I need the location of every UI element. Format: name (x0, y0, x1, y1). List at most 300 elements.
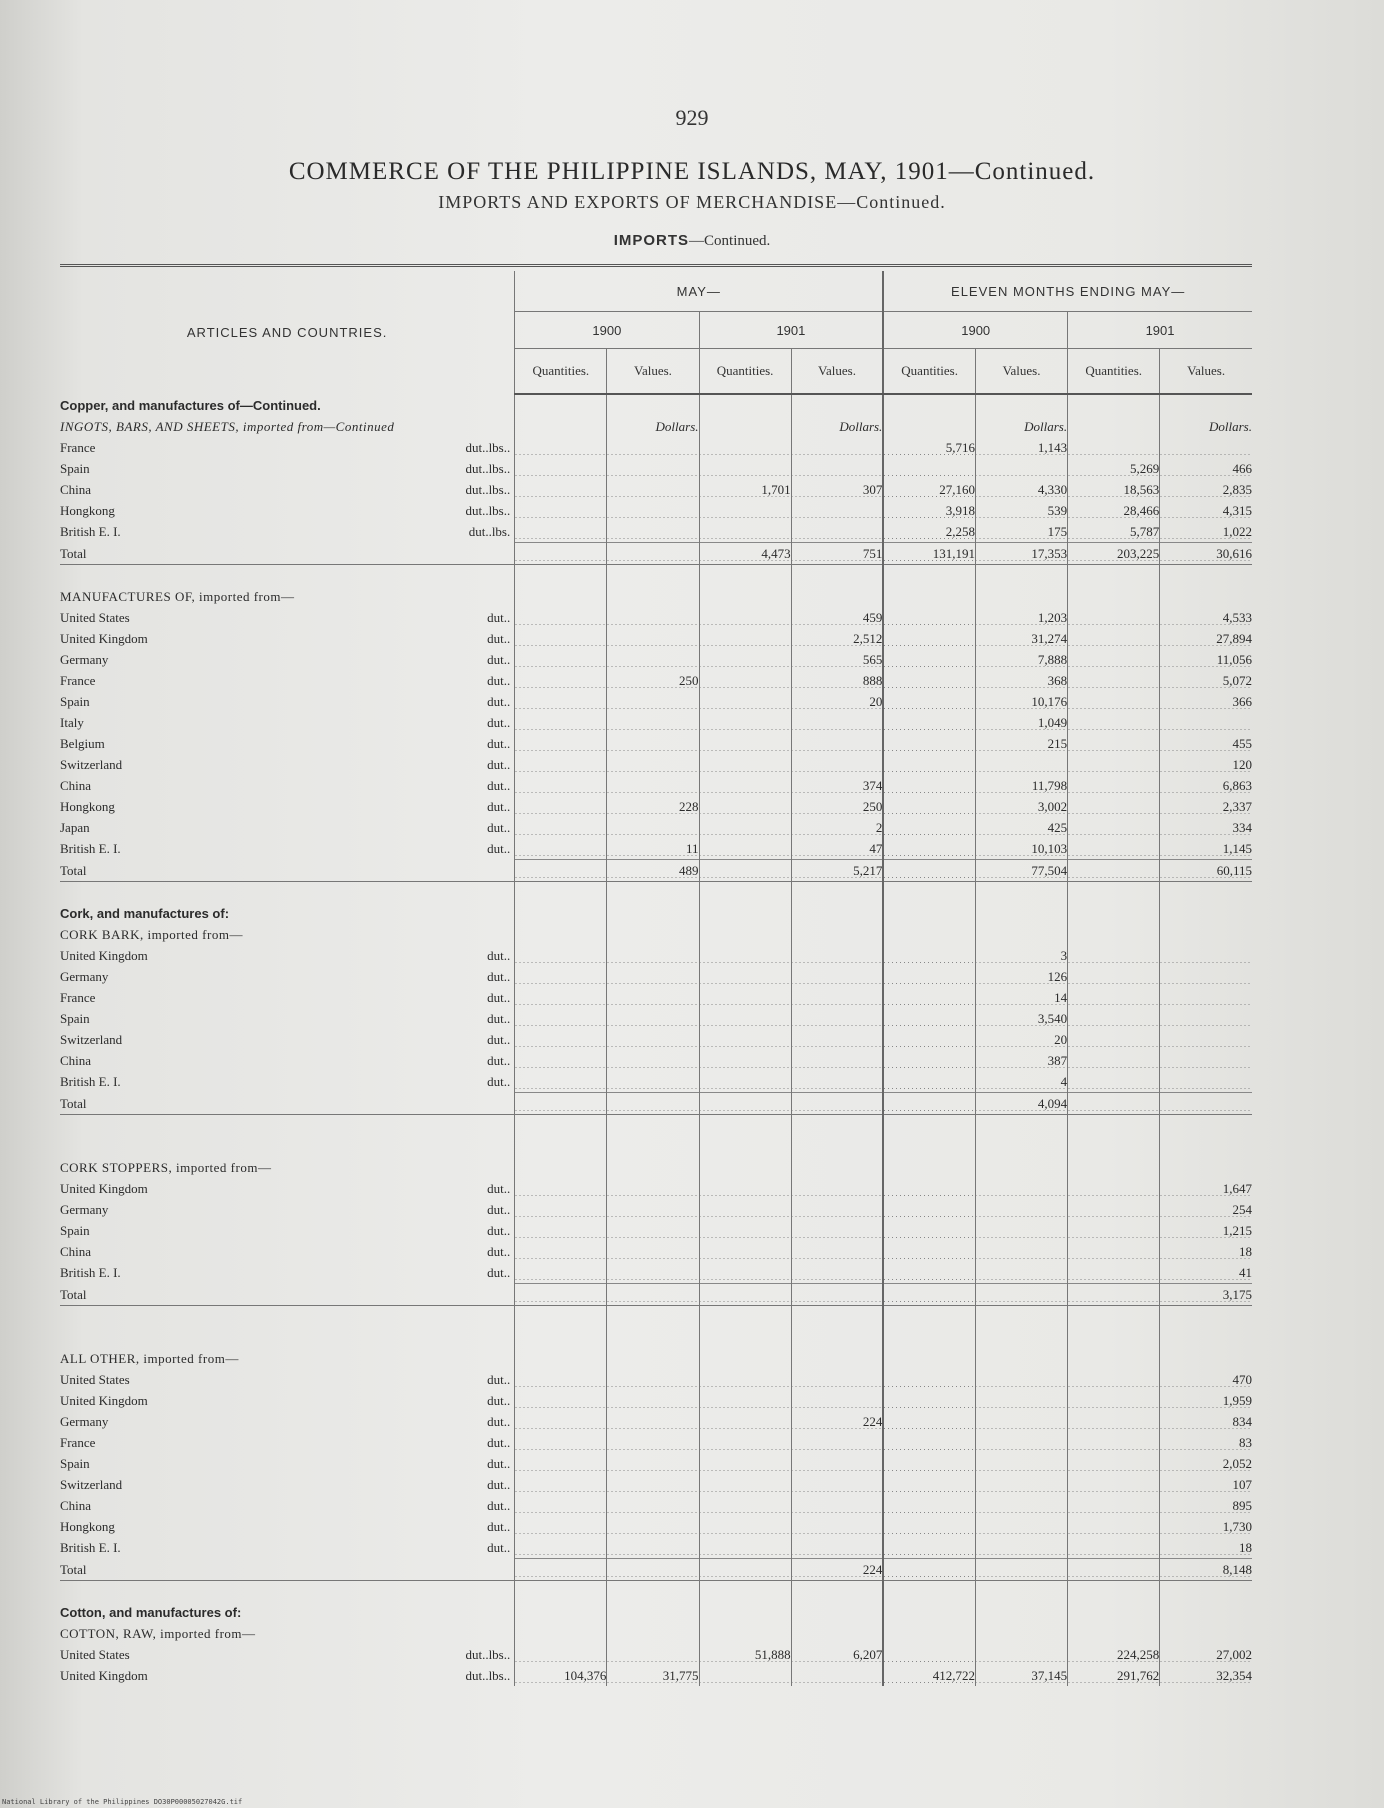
row-cell (607, 775, 699, 796)
table-row (60, 1369, 1252, 1390)
row-cell (1068, 1327, 1160, 1348)
row-label-text: ALL OTHER, imported from— (60, 1351, 239, 1366)
row-cell (883, 670, 975, 691)
row-cell: Dollars. (975, 416, 1067, 437)
row-cell (607, 458, 699, 479)
row-cell (515, 733, 607, 754)
row-label (60, 1453, 515, 1474)
may-header: MAY— (515, 271, 884, 312)
row-cell: 888 (791, 670, 883, 691)
row-cell (515, 1432, 607, 1453)
row-cell (883, 394, 975, 416)
row-cell (607, 649, 699, 670)
row-cell (1068, 1348, 1160, 1369)
row-cell (515, 1390, 607, 1411)
row-cell (699, 1390, 791, 1411)
row-cell (791, 1284, 883, 1306)
row-cell (699, 712, 791, 733)
row-cell: 455 (1160, 733, 1252, 754)
row-cell (883, 987, 975, 1008)
row-cell (515, 775, 607, 796)
row-cell: 3,175 (1160, 1284, 1252, 1306)
row-cell (607, 1623, 699, 1644)
row-label-text: United Kingdom (60, 948, 148, 963)
row-cell (1160, 924, 1252, 945)
row-label-text: Spain (60, 694, 90, 709)
row-cell (883, 1390, 975, 1411)
row-unit: dut..lbs. (468, 524, 511, 540)
row-cell (515, 1474, 607, 1495)
row-cell (515, 1537, 607, 1559)
table-row (60, 1644, 1252, 1665)
row-cell (791, 1602, 883, 1623)
row-cell (515, 1327, 607, 1348)
row-cell (883, 1495, 975, 1516)
row-cell (1160, 1306, 1252, 1328)
row-unit: dut.. (487, 652, 511, 667)
row-cell (607, 1050, 699, 1071)
row-cell (1068, 586, 1160, 607)
row-unit: dut.. (487, 1244, 511, 1259)
row-cell (883, 1178, 975, 1199)
row-cell (883, 565, 975, 587)
row-cell (975, 1623, 1067, 1644)
row-cell (607, 1537, 699, 1559)
row-cell (1068, 882, 1160, 904)
row-cell: 5,269 (1068, 458, 1160, 479)
col-header-values: Values. (1160, 349, 1252, 395)
row-cell (607, 479, 699, 500)
row-label-text: MANUFACTURES OF, imported from— (60, 589, 295, 604)
row-cell (883, 1306, 975, 1328)
row-label-text: China (60, 1244, 92, 1259)
row-cell (975, 1348, 1067, 1369)
row-label (60, 1581, 515, 1603)
table-row (60, 1348, 1252, 1369)
row-cell (607, 586, 699, 607)
row-cell (699, 1008, 791, 1029)
row-cell (1068, 966, 1160, 987)
eleven-months-header: ELEVEN MONTHS ENDING MAY— (883, 271, 1252, 312)
row-label-text: Germany (60, 1202, 109, 1217)
row-label (60, 1157, 515, 1178)
row-cell (699, 628, 791, 649)
row-cell (1068, 1115, 1160, 1137)
table-row (60, 670, 1252, 691)
row-cell (607, 1327, 699, 1348)
row-cell (607, 1115, 699, 1137)
row-cell (1068, 416, 1160, 437)
row-cell (883, 607, 975, 628)
table-row (60, 1262, 1252, 1284)
row-cell: 254 (1160, 1199, 1252, 1220)
col-header-quantities: Quantities. (1068, 349, 1160, 395)
row-cell: 224 (791, 1411, 883, 1432)
row-cell (607, 1157, 699, 1178)
row-label (60, 966, 515, 987)
row-cell (515, 1093, 607, 1115)
row-unit: dut.. (487, 1181, 511, 1196)
row-cell (699, 1537, 791, 1559)
row-cell (883, 649, 975, 670)
row-cell (883, 1644, 975, 1665)
row-label-text: Japan (60, 820, 90, 835)
row-label-text: Spain (60, 1456, 90, 1471)
row-cell (1068, 1050, 1160, 1071)
row-cell: 250 (791, 796, 883, 817)
section-heading-rest: —Continued. (689, 233, 771, 249)
row-cell (607, 1602, 699, 1623)
row-label (60, 754, 515, 775)
row-label-text: British E. I. (60, 524, 121, 540)
row-cell (607, 733, 699, 754)
row-cell: 1,022 (1160, 521, 1252, 543)
row-cell (975, 1199, 1067, 1220)
row-label-text: CORK BARK, imported from— (60, 927, 243, 942)
row-cell (699, 670, 791, 691)
row-label-text: Copper, and manufactures of—Continued. (60, 397, 321, 413)
row-unit: dut.. (487, 1032, 511, 1047)
row-label-text: Hongkong (60, 1519, 115, 1534)
row-cell: 31,274 (975, 628, 1067, 649)
table-row (60, 1050, 1252, 1071)
row-cell: 10,176 (975, 691, 1067, 712)
row-cell (607, 628, 699, 649)
row-label (60, 394, 515, 416)
row-cell (699, 1220, 791, 1241)
row-cell (515, 966, 607, 987)
row-label (60, 1306, 515, 1328)
row-cell: 1,049 (975, 712, 1067, 733)
row-cell (1068, 1516, 1160, 1537)
row-label-text: France (60, 673, 96, 688)
row-cell (975, 1432, 1067, 1453)
row-cell (1160, 712, 1252, 733)
row-cell (975, 1390, 1067, 1411)
row-label-text: British E. I. (60, 841, 121, 857)
page-number: 929 (675, 105, 709, 130)
row-cell (1068, 1029, 1160, 1050)
table-row (60, 1453, 1252, 1474)
row-cell (883, 924, 975, 945)
row-cell (515, 543, 607, 565)
row-cell (607, 1581, 699, 1603)
row-label (60, 1602, 515, 1623)
row-cell (515, 458, 607, 479)
table-row (60, 691, 1252, 712)
row-cell (975, 586, 1067, 607)
row-label-text: British E. I. (60, 1265, 121, 1281)
row-cell (791, 1262, 883, 1284)
row-label (60, 1199, 515, 1220)
row-cell (607, 1348, 699, 1369)
spacer-row (60, 565, 1252, 587)
row-cell (515, 1050, 607, 1071)
row-cell (1068, 691, 1160, 712)
table-row (60, 945, 1252, 966)
row-cell (791, 1050, 883, 1071)
row-label (60, 1220, 515, 1241)
row-cell (699, 1602, 791, 1623)
row-cell (699, 945, 791, 966)
row-cell (791, 1537, 883, 1559)
row-cell: 412,722 (883, 1665, 975, 1686)
row-cell (1160, 966, 1252, 987)
row-cell (791, 1136, 883, 1157)
row-cell (607, 987, 699, 1008)
row-cell (1160, 1071, 1252, 1093)
row-cell (975, 1495, 1067, 1516)
row-cell (699, 500, 791, 521)
row-cell: 1,730 (1160, 1516, 1252, 1537)
row-cell (1068, 987, 1160, 1008)
row-cell (1068, 1071, 1160, 1093)
row-cell (883, 796, 975, 817)
row-cell (883, 1071, 975, 1093)
row-cell (515, 860, 607, 882)
table-row (60, 394, 1252, 416)
row-cell (975, 1284, 1067, 1306)
row-cell (607, 966, 699, 987)
row-label-text: China (60, 1498, 92, 1513)
row-cell (883, 775, 975, 796)
row-cell (699, 691, 791, 712)
row-cell (515, 882, 607, 904)
row-unit: dut.. (487, 778, 511, 793)
row-cell (699, 1453, 791, 1474)
row-cell (791, 1157, 883, 1178)
row-cell (1160, 945, 1252, 966)
total-row (60, 1559, 1252, 1581)
row-label (60, 1390, 515, 1411)
row-cell (1068, 649, 1160, 670)
row-cell (1068, 565, 1160, 587)
row-cell: 466 (1160, 458, 1252, 479)
row-label (60, 817, 515, 838)
row-cell (1160, 586, 1252, 607)
table-row (60, 1157, 1252, 1178)
row-cell (607, 1008, 699, 1029)
row-cell (699, 1559, 791, 1581)
row-cell (883, 1369, 975, 1390)
row-cell (791, 1495, 883, 1516)
row-cell (515, 479, 607, 500)
row-cell: 10,103 (975, 838, 1067, 860)
row-cell (1068, 1284, 1160, 1306)
row-cell (975, 1157, 1067, 1178)
row-label (60, 987, 515, 1008)
row-unit: dut.. (487, 1074, 511, 1090)
row-cell (515, 1623, 607, 1644)
table-row (60, 1474, 1252, 1495)
row-cell (1068, 1495, 1160, 1516)
row-cell: 14 (975, 987, 1067, 1008)
row-cell: Dollars. (1160, 416, 1252, 437)
row-cell (515, 649, 607, 670)
table-row (60, 1008, 1252, 1029)
row-cell (791, 1199, 883, 1220)
row-cell (515, 1115, 607, 1137)
col-header-quantities: Quantities. (883, 349, 975, 395)
row-label (60, 1623, 515, 1644)
row-cell (515, 817, 607, 838)
row-label (60, 437, 515, 458)
row-cell (883, 1559, 975, 1581)
table-row (60, 479, 1252, 500)
row-cell (1068, 437, 1160, 458)
row-cell (791, 924, 883, 945)
row-cell (883, 1537, 975, 1559)
row-cell (515, 416, 607, 437)
table-row (60, 987, 1252, 1008)
row-cell (975, 565, 1067, 587)
row-cell (791, 1516, 883, 1537)
row-cell (699, 1241, 791, 1262)
row-unit: dut.. (487, 1393, 511, 1408)
table-row (60, 1432, 1252, 1453)
row-label (60, 1136, 515, 1157)
row-cell (699, 521, 791, 543)
row-cell (883, 1115, 975, 1137)
row-label-text: United States (60, 1647, 130, 1662)
row-cell (515, 607, 607, 628)
table-row (60, 817, 1252, 838)
row-label-text: United Kingdom (60, 1668, 148, 1683)
row-cell (515, 1284, 607, 1306)
row-cell (791, 987, 883, 1008)
row-cell (699, 796, 791, 817)
row-label-text: Spain (60, 1011, 90, 1026)
row-cell (883, 817, 975, 838)
row-cell (883, 1623, 975, 1644)
row-cell (1068, 1241, 1160, 1262)
row-unit: dut.. (487, 1519, 511, 1534)
row-cell (1068, 775, 1160, 796)
table-row (60, 903, 1252, 924)
row-cell (607, 882, 699, 904)
row-cell (883, 838, 975, 860)
row-cell (883, 1411, 975, 1432)
row-cell (975, 1559, 1067, 1581)
row-unit: dut..lbs.. (465, 482, 511, 497)
row-cell (515, 796, 607, 817)
row-label (60, 1029, 515, 1050)
row-cell (607, 691, 699, 712)
total-row (60, 1093, 1252, 1115)
row-cell (1068, 817, 1160, 838)
row-label (60, 649, 515, 670)
row-cell (1068, 1262, 1160, 1284)
row-cell (791, 733, 883, 754)
row-cell: 77,504 (975, 860, 1067, 882)
row-cell (1068, 860, 1160, 882)
row-cell (699, 394, 791, 416)
row-cell (607, 1199, 699, 1220)
row-cell: Dollars. (607, 416, 699, 437)
row-cell (1160, 1008, 1252, 1029)
table-row (60, 1390, 1252, 1411)
row-label (60, 691, 515, 712)
row-label-text: Germany (60, 652, 109, 667)
row-label-text: Total (60, 1286, 87, 1302)
row-cell (1068, 1623, 1160, 1644)
row-cell (1160, 1602, 1252, 1623)
row-cell: 28,466 (1068, 500, 1160, 521)
row-label-text: United States (60, 1372, 130, 1387)
row-label (60, 796, 515, 817)
row-cell (883, 860, 975, 882)
row-cell (515, 521, 607, 543)
row-label-text: Italy (60, 715, 84, 730)
row-cell (607, 1029, 699, 1050)
row-cell (699, 733, 791, 754)
row-cell: 215 (975, 733, 1067, 754)
row-cell (975, 1327, 1067, 1348)
row-cell (515, 1241, 607, 1262)
spacer-row (60, 882, 1252, 904)
row-unit: dut.. (487, 1456, 511, 1471)
row-label (60, 458, 515, 479)
table-row (60, 1071, 1252, 1093)
row-cell (791, 586, 883, 607)
row-cell (1160, 987, 1252, 1008)
row-cell: 2,052 (1160, 1453, 1252, 1474)
row-label (60, 1369, 515, 1390)
row-cell: 5,217 (791, 860, 883, 882)
row-cell: 20 (791, 691, 883, 712)
row-cell (699, 1369, 791, 1390)
row-cell (883, 1029, 975, 1050)
row-cell (1068, 1581, 1160, 1603)
row-cell: 459 (791, 607, 883, 628)
row-cell (699, 1327, 791, 1348)
row-cell (975, 903, 1067, 924)
row-cell (791, 500, 883, 521)
row-label (60, 1474, 515, 1495)
row-cell (883, 458, 975, 479)
row-unit: dut.. (487, 715, 511, 730)
row-cell (1160, 1348, 1252, 1369)
table-body (60, 394, 1252, 1686)
row-cell: 4,330 (975, 479, 1067, 500)
row-cell (883, 1050, 975, 1071)
row-cell (791, 1220, 883, 1241)
row-cell (699, 1136, 791, 1157)
row-cell (791, 1327, 883, 1348)
row-label-text: Total (60, 1095, 87, 1111)
row-cell (975, 1178, 1067, 1199)
row-unit: dut.. (487, 1223, 511, 1238)
row-cell: 11,056 (1160, 649, 1252, 670)
row-label-text: British E. I. (60, 1074, 121, 1090)
row-label-text: United States (60, 610, 130, 625)
row-unit: dut.. (487, 610, 511, 625)
row-label (60, 565, 515, 587)
row-cell: 368 (975, 670, 1067, 691)
row-cell (791, 1306, 883, 1328)
row-label-text: British E. I. (60, 1540, 121, 1556)
row-cell (883, 945, 975, 966)
row-cell: 470 (1160, 1369, 1252, 1390)
row-cell (699, 1071, 791, 1093)
row-cell (883, 882, 975, 904)
table-row (60, 1537, 1252, 1559)
row-label (60, 882, 515, 904)
row-cell (1068, 733, 1160, 754)
row-label (60, 479, 515, 500)
row-cell: 2,512 (791, 628, 883, 649)
row-cell: 11,798 (975, 775, 1067, 796)
